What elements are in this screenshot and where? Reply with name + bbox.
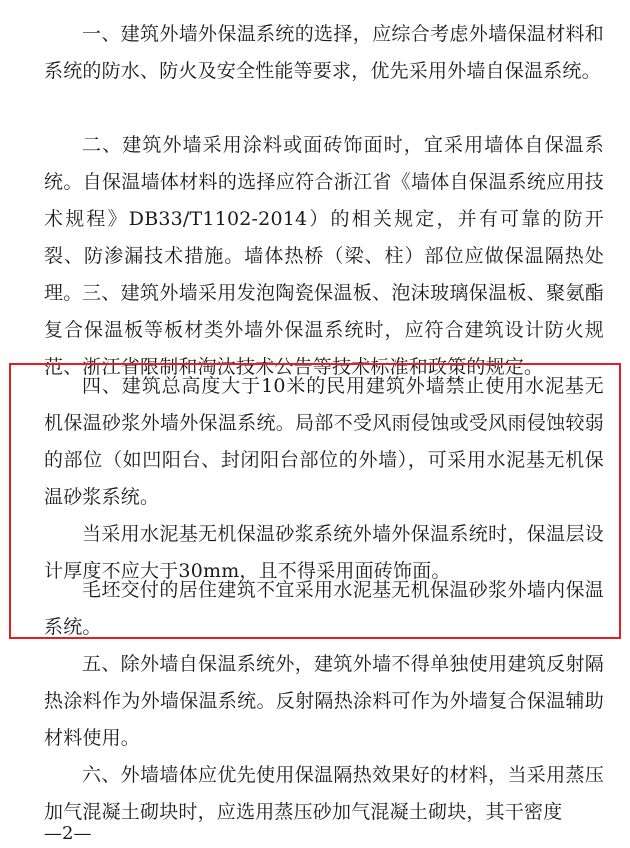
paragraph-4-thickness-limit: 当采用水泥基无机保温砂浆系统外墙外保温系统时，保温层设计厚度不应大于30mm，且不得采用面砖饰面。	[44, 523, 604, 582]
paragraph-2-coating-tile-finish: 二、建筑外墙采用涂料或面砖饰面时，宜采用墙体自保温系统。自保温墙体材料的选择应符合浙江省《墙体自保温系统应用技术规程》DB33/T1102-2014）的相关规定，并有可靠的防开裂、防渗漏技术措施。墙体热桥（梁、柱）部位应做保温隔热处理。	[44, 134, 604, 304]
paragraph-4-mortar-prohibition: 四、建筑总高度大于10米的民用建筑外墙禁止使用水泥基无机保温砂浆外墙外保温系统。局部不受风雨侵蚀或受风雨侵蚀较弱的部位（如凹阳台、封闭阳台部位的外墙），可采用水泥基无机保温砂浆系统。	[44, 375, 604, 508]
paragraph-1-wall-system-selection: 一、建筑外墙外保温系统的选择，应综合考虑外墙保温材料和系统的防水、防火及安全性能等要求，优先采用外墙自保温系统。	[44, 23, 604, 82]
paragraph-3-board-insulation: 三、建筑外墙采用发泡陶瓷保温板、泡沫玻璃保温板、聚氨酯复合保温板等板材类外墙外保温系统时，应符合建筑设计防火规范、浙江省限制和淘汰技术公告等技术标准和政策的规定。	[44, 282, 604, 378]
paragraph-6-wall-materials: 六、外墙墙体应优先使用保温隔热效果好的材料，当采用蒸压加气混凝土砌块时，应选用蒸压砂加气混凝土砌块，其干密度	[44, 764, 604, 823]
page-number: —2—	[44, 823, 92, 844]
paragraph-4-rough-delivery: 毛坯交付的居住建筑不宜采用水泥基无机保温砂浆外墙内保温系统。	[44, 579, 604, 638]
paragraph-5-reflective-coating: 五、除外墙自保温系统外，建筑外墙不得单独使用建筑反射隔热涂料作为外墙保温系统。反射隔热涂料可作为外墙复合保温辅助材料使用。	[44, 653, 604, 749]
